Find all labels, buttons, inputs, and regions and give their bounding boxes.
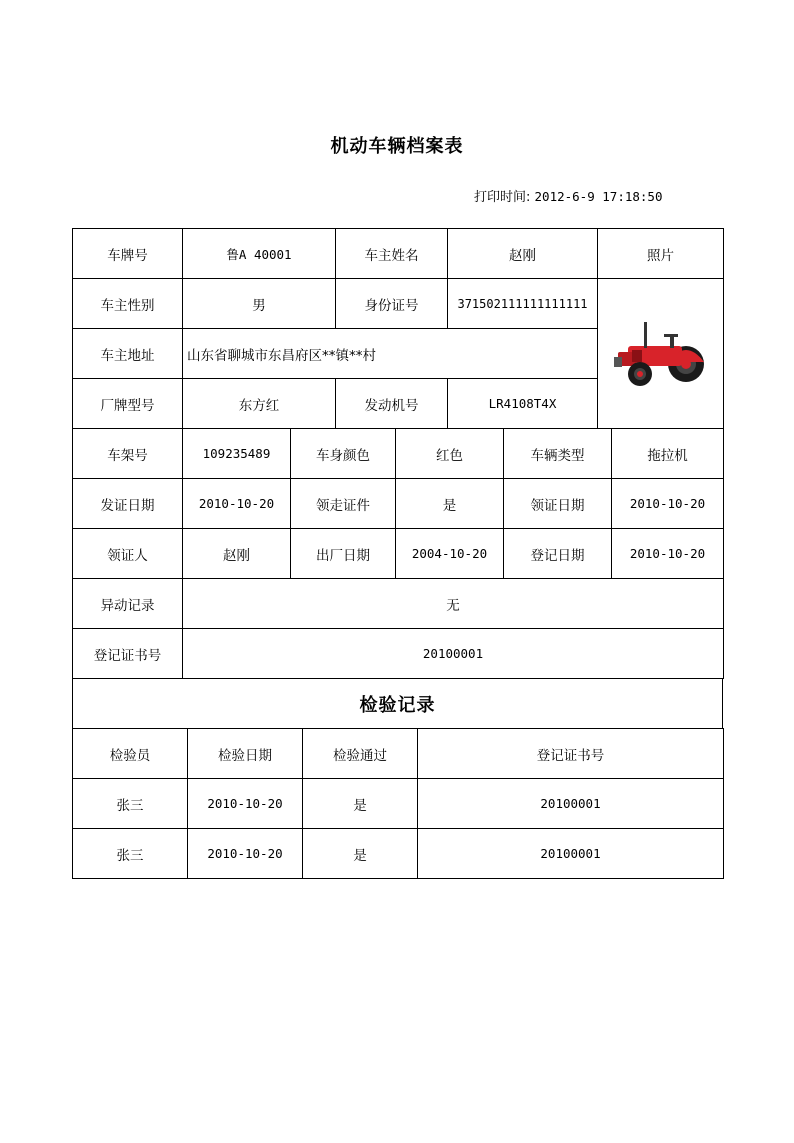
table-row	[73, 629, 724, 679]
label-collect-date: 领证日期	[504, 479, 612, 529]
vehicle-info-table	[72, 228, 724, 429]
value-engine-no: LR4108T4X	[448, 379, 598, 429]
value-owner-name: 赵刚	[448, 229, 598, 279]
label-vehicle-type: 车辆类型	[504, 429, 612, 479]
table-row	[73, 279, 724, 329]
value-collector: 赵刚	[183, 529, 291, 579]
table-row	[73, 229, 724, 279]
tractor-photo	[606, 302, 716, 402]
value-register-date: 2010-10-20	[612, 529, 724, 579]
label-factory-date: 出厂日期	[291, 529, 396, 579]
cell-date: 2010-10-20	[188, 829, 303, 879]
label-owner-gender: 车主性别	[73, 279, 183, 329]
table-row	[73, 679, 723, 729]
table-row	[73, 529, 724, 579]
cell-inspector: 张三	[73, 829, 188, 879]
header-inspector: 检验员	[73, 729, 188, 779]
cell-cert-no: 20100001	[418, 779, 724, 829]
cell-passed: 是	[303, 829, 418, 879]
print-time	[474, 186, 662, 205]
table-row	[73, 779, 724, 829]
value-brand-model: 东方红	[183, 379, 336, 429]
label-id-number: 身份证号	[336, 279, 448, 329]
table-row	[73, 579, 724, 629]
inspection-title-table	[72, 678, 723, 729]
print-time-label: 打印时间:	[474, 190, 531, 205]
page-title: 机动车辆档案表	[330, 136, 464, 157]
header-passed: 检验通过	[303, 729, 418, 779]
value-collect-date: 2010-10-20	[612, 479, 724, 529]
value-issue-date: 2010-10-20	[183, 479, 291, 529]
label-cert-collected: 领走证件	[291, 479, 396, 529]
value-id-number: 371502111111111111	[448, 279, 598, 329]
value-plate: 鲁A 40001	[183, 229, 336, 279]
inspection-section-title: 检验记录	[73, 679, 723, 729]
cell-date: 2010-10-20	[188, 779, 303, 829]
label-photo: 照片	[598, 229, 724, 279]
table-row	[73, 479, 724, 529]
value-owner-gender: 男	[183, 279, 336, 329]
value-frame-no: 109235489	[183, 429, 291, 479]
cell-passed: 是	[303, 779, 418, 829]
table-row	[73, 829, 724, 879]
label-plate: 车牌号	[73, 229, 183, 279]
cell-inspector: 张三	[73, 779, 188, 829]
cell-cert-no: 20100001	[418, 829, 724, 879]
label-register-date: 登记日期	[504, 529, 612, 579]
label-collector: 领证人	[73, 529, 183, 579]
table-header-row	[73, 729, 724, 779]
label-issue-date: 发证日期	[73, 479, 183, 529]
value-cert-no: 20100001	[183, 629, 724, 679]
label-engine-no: 发动机号	[336, 379, 448, 429]
label-change-record: 异动记录	[73, 579, 183, 629]
inspection-table	[72, 728, 724, 879]
photo-cell	[598, 279, 724, 429]
label-cert-no: 登记证书号	[73, 629, 183, 679]
label-owner-name: 车主姓名	[336, 229, 448, 279]
value-body-color: 红色	[396, 429, 504, 479]
value-factory-date: 2004-10-20	[396, 529, 504, 579]
print-time-value: 2012-6-9 17:18:50	[534, 189, 663, 204]
table-row	[73, 429, 724, 479]
label-owner-address: 车主地址	[73, 329, 183, 379]
label-frame-no: 车架号	[73, 429, 183, 479]
header-cert-no: 登记证书号	[418, 729, 724, 779]
value-owner-address: 山东省聊城市东昌府区**镇**村	[183, 329, 598, 379]
value-vehicle-type: 拖拉机	[612, 429, 724, 479]
label-brand-model: 厂牌型号	[73, 379, 183, 429]
vehicle-detail-table	[72, 428, 724, 679]
value-cert-collected: 是	[396, 479, 504, 529]
label-body-color: 车身颜色	[291, 429, 396, 479]
header-date: 检验日期	[188, 729, 303, 779]
value-change-record: 无	[183, 579, 724, 629]
